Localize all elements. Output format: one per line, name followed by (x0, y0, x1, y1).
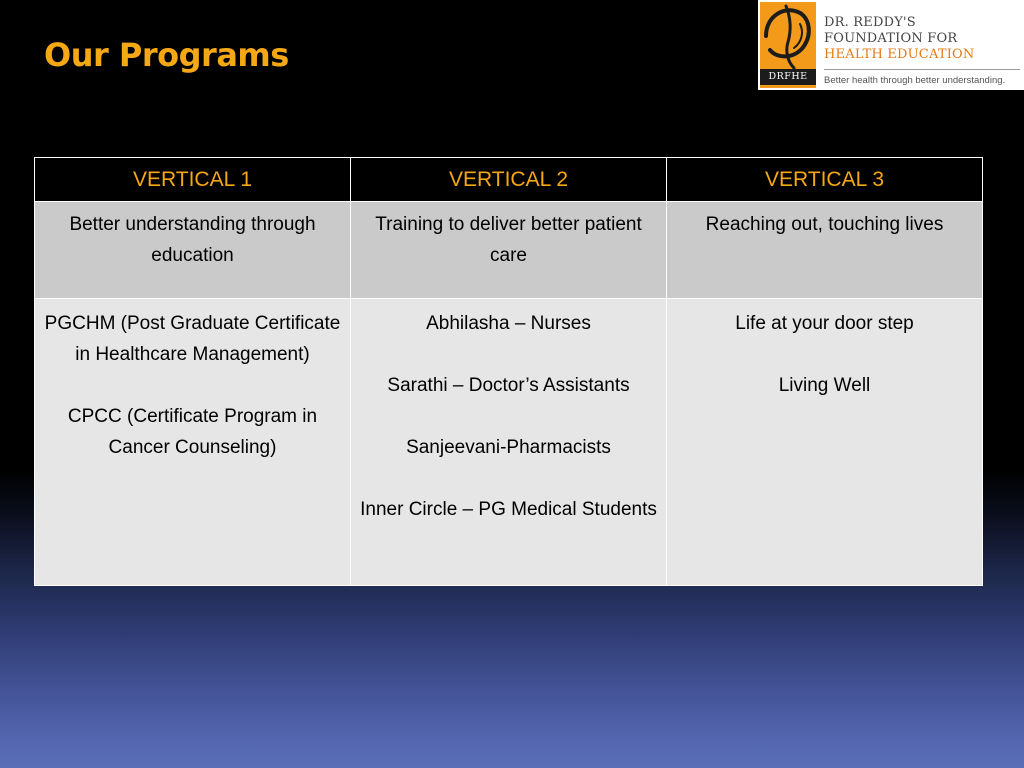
logo-abbreviation: DRFHE (760, 69, 816, 85)
programs-vertical-2 (351, 299, 667, 586)
logo-tagline: Better health through better understanding. (824, 75, 1006, 86)
header-vertical-1: VERTICAL 1 (35, 158, 351, 202)
tagline-vertical-1: Better understanding through education (35, 202, 351, 299)
tagline-vertical-2: Training to deliver better patient care (351, 202, 667, 299)
drfhe-logo (758, 0, 1024, 90)
program-item: Living Well (778, 375, 871, 396)
programs-row (35, 299, 983, 586)
program-item: Sarathi – Doctor’s Assistants (387, 375, 630, 396)
programs-table (34, 157, 983, 586)
logo-divider (824, 69, 1020, 70)
header-vertical-3: VERTICAL 3 (667, 158, 983, 202)
program-item: Life at your door step (735, 313, 914, 334)
program-item: CPCC (Certificate Program in Cancer Counseling) (67, 406, 318, 458)
swirl-icon (760, 2, 816, 72)
tagline-vertical-3: Reaching out, touching lives (667, 202, 983, 299)
logo-line-2: FOUNDATION FOR (824, 31, 958, 46)
logo-line-1: DR. REDDY'S (824, 15, 916, 30)
tagline-row (35, 202, 983, 299)
logo-line-3: HEALTH EDUCATION (824, 47, 975, 62)
program-item: Sanjeevani-Pharmacists (406, 437, 611, 458)
table-header-row (35, 158, 983, 202)
programs-vertical-1 (35, 299, 351, 586)
program-item: Abhilasha – Nurses (426, 313, 591, 334)
logo-mark-icon (760, 2, 816, 88)
header-vertical-2: VERTICAL 2 (351, 158, 667, 202)
program-item: PGCHM (Post Graduate Certificate in Healthcare Management) (44, 313, 341, 365)
program-item: Inner Circle – PG Medical Students (360, 499, 657, 520)
programs-vertical-3 (667, 299, 983, 586)
slide-title: Our Programs (44, 36, 289, 74)
